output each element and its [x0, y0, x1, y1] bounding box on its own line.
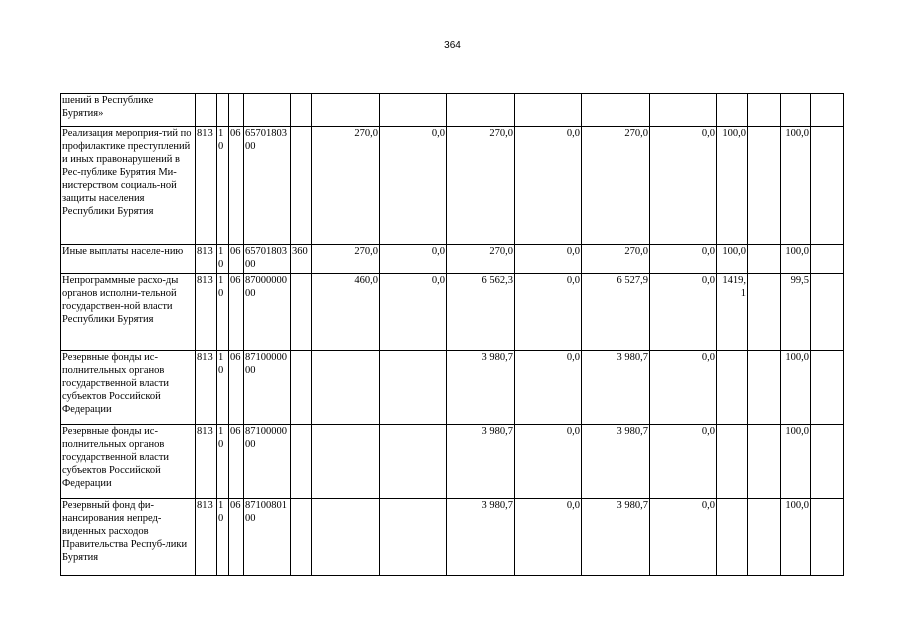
code-expense-type: 360: [291, 245, 312, 274]
value-4: [515, 94, 582, 127]
row-name: Резервный фонд фи-нансирования непред-виденных расходов Правительства Респуб-лики Бурятия: [61, 499, 196, 576]
value-4: 0,0: [515, 127, 582, 245]
value-7: [717, 351, 748, 425]
budget-table: [60, 93, 844, 576]
value-1: [312, 499, 380, 576]
value-9: 100,0: [781, 499, 811, 576]
code-expense-type: [291, 274, 312, 351]
code-section: 10: [217, 351, 229, 425]
row-name: Иные выплаты населе-нию: [61, 245, 196, 274]
value-9: [781, 94, 811, 127]
value-1: 460,0: [312, 274, 380, 351]
value-8: [748, 425, 781, 499]
code-section: 10: [217, 274, 229, 351]
code-subsection: 06: [229, 351, 244, 425]
value-8: [748, 499, 781, 576]
value-9: 100,0: [781, 351, 811, 425]
code-section: 10: [217, 499, 229, 576]
empty-col: [811, 127, 844, 245]
row-name: Резервные фонды ис-полнительных органов государственной власти субъектов Российской Федерации: [61, 351, 196, 425]
value-6: 0,0: [650, 127, 717, 245]
code-admin: 813: [196, 425, 217, 499]
value-1: [312, 425, 380, 499]
code-subsection: 06: [229, 425, 244, 499]
code-admin: 813: [196, 499, 217, 576]
value-6: 0,0: [650, 499, 717, 576]
value-5: 270,0: [582, 245, 650, 274]
row-name: Резервные фонды ис-полнительных органов государственной власти субъектов Российской Федерации: [61, 425, 196, 499]
value-8: [748, 274, 781, 351]
code-subsection: 06: [229, 499, 244, 576]
value-6: [650, 94, 717, 127]
value-3: 270,0: [447, 245, 515, 274]
value-7: [717, 499, 748, 576]
value-3: 3 980,7: [447, 425, 515, 499]
row-name: шений в Республике Бурятия»: [61, 94, 196, 127]
value-9: 100,0: [781, 245, 811, 274]
table-body: [61, 94, 844, 576]
value-8: [748, 127, 781, 245]
value-4: 0,0: [515, 245, 582, 274]
value-6: 0,0: [650, 351, 717, 425]
value-5: [582, 94, 650, 127]
code-target: 8710000000: [244, 425, 291, 499]
code-subsection: 06: [229, 245, 244, 274]
value-2: 0,0: [380, 127, 447, 245]
value-6: 0,0: [650, 425, 717, 499]
value-1: 270,0: [312, 127, 380, 245]
code-subsection: 06: [229, 127, 244, 245]
code-admin: 813: [196, 245, 217, 274]
value-2: [380, 351, 447, 425]
empty-col: [811, 351, 844, 425]
value-8: [748, 94, 781, 127]
page-number: 364: [444, 40, 461, 51]
value-4: 0,0: [515, 499, 582, 576]
code-admin: [196, 94, 217, 127]
value-5: 3 980,7: [582, 425, 650, 499]
value-7: 1419,1: [717, 274, 748, 351]
code-section: [217, 94, 229, 127]
code-target: 6570180300: [244, 127, 291, 245]
code-expense-type: [291, 499, 312, 576]
code-section: 10: [217, 245, 229, 274]
code-expense-type: [291, 94, 312, 127]
value-1: [312, 351, 380, 425]
value-9: 99,5: [781, 274, 811, 351]
code-subsection: 06: [229, 274, 244, 351]
empty-col: [811, 425, 844, 499]
value-7: 100,0: [717, 127, 748, 245]
table-row: [61, 499, 844, 576]
code-target: [244, 94, 291, 127]
value-2: 0,0: [380, 274, 447, 351]
value-4: 0,0: [515, 425, 582, 499]
value-8: [748, 245, 781, 274]
value-1: [312, 94, 380, 127]
empty-col: [811, 245, 844, 274]
value-2: [380, 499, 447, 576]
code-target: 8710080100: [244, 499, 291, 576]
value-3: 3 980,7: [447, 351, 515, 425]
code-expense-type: [291, 351, 312, 425]
row-name: Реализация мероприя-тий по профилактике преступлений и иных правонарушений в Рес-публике Бурятия Ми-нистерством социаль-ной защиты населения Республики Бурятия: [61, 127, 196, 245]
code-section: 10: [217, 127, 229, 245]
value-9: 100,0: [781, 425, 811, 499]
code-section: 10: [217, 425, 229, 499]
value-2: [380, 425, 447, 499]
table-row: [61, 425, 844, 499]
value-3: 3 980,7: [447, 499, 515, 576]
value-1: 270,0: [312, 245, 380, 274]
value-5: 6 527,9: [582, 274, 650, 351]
value-5: 270,0: [582, 127, 650, 245]
value-5: 3 980,7: [582, 351, 650, 425]
code-target: 8710000000: [244, 351, 291, 425]
table-row: [61, 274, 844, 351]
value-6: 0,0: [650, 245, 717, 274]
value-4: 0,0: [515, 351, 582, 425]
table-row: [61, 127, 844, 245]
value-3: [447, 94, 515, 127]
value-9: 100,0: [781, 127, 811, 245]
empty-col: [811, 499, 844, 576]
code-target: 6570180300: [244, 245, 291, 274]
table-row: [61, 245, 844, 274]
value-2: [380, 94, 447, 127]
value-7: [717, 425, 748, 499]
value-3: 6 562,3: [447, 274, 515, 351]
code-admin: 813: [196, 274, 217, 351]
code-expense-type: [291, 127, 312, 245]
code-admin: 813: [196, 351, 217, 425]
code-expense-type: [291, 425, 312, 499]
empty-col: [811, 94, 844, 127]
value-5: 3 980,7: [582, 499, 650, 576]
table-row: [61, 351, 844, 425]
value-2: 0,0: [380, 245, 447, 274]
value-8: [748, 351, 781, 425]
row-name: Непрограммные расхо-ды органов исполни-тельной государствен-ной власти Республики Бурятия: [61, 274, 196, 351]
table-row: [61, 94, 844, 127]
empty-col: [811, 274, 844, 351]
code-subsection: [229, 94, 244, 127]
value-7: 100,0: [717, 245, 748, 274]
value-6: 0,0: [650, 274, 717, 351]
code-admin: 813: [196, 127, 217, 245]
value-4: 0,0: [515, 274, 582, 351]
code-target: 8700000000: [244, 274, 291, 351]
value-3: 270,0: [447, 127, 515, 245]
value-7: [717, 94, 748, 127]
